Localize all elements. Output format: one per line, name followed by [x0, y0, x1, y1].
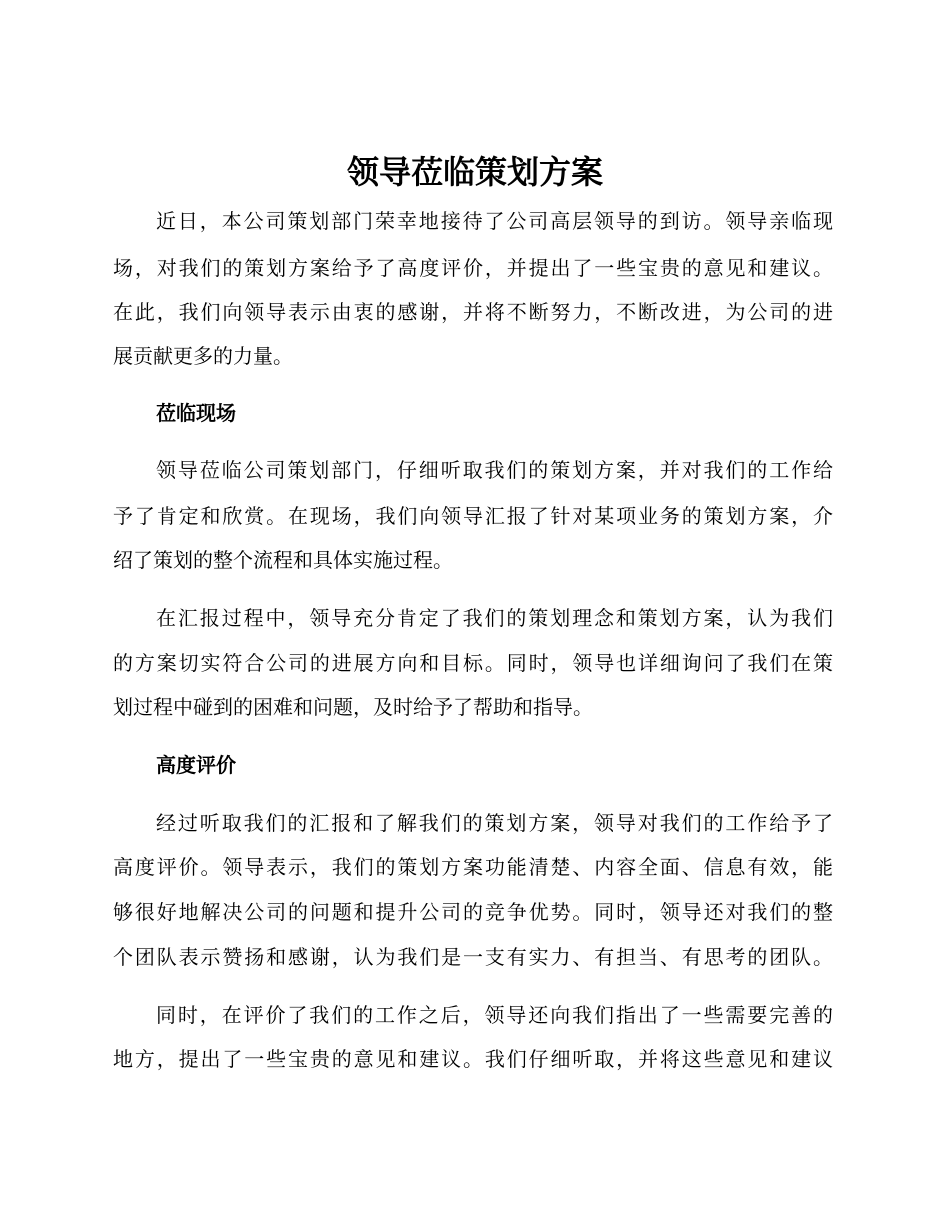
section1-p2-line-1: 在汇报过程中，领导充分肯定了我们的策划理念和策划方案，认为我们: [156, 606, 833, 630]
section2-p1-line-1: 经过听取我们的汇报和了解我们的策划方案，领导对我们的工作给予了: [156, 811, 833, 835]
section2-p1-line-3: 够很好地解决公司的问题和提升公司的竞争优势。同时，领导还对我们的整: [113, 900, 833, 924]
section2-p1-line-2: 高度评价。领导表示，我们的策划方案功能清楚、内容全面、信息有效，能: [113, 855, 833, 879]
section1-p1-line-3: 绍了策划的整个流程和具体实施过程。: [113, 548, 453, 572]
section1-p2-line-3: 划过程中碰到的困难和问题，及时给予了帮助和指导。: [113, 695, 593, 719]
intro-line-4: 展贡献更多的力量。: [113, 344, 293, 368]
section1-p1-line-2: 予了肯定和欣赏。在现场，我们向领导汇报了针对某项业务的策划方案，介: [113, 504, 833, 528]
section-heading-high-praise: 高度评价: [156, 753, 236, 777]
intro-line-2: 场，对我们的策划方案给予了高度评价，并提出了一些宝贵的意见和建议。: [113, 256, 833, 280]
section-heading-on-site: 莅临现场: [156, 401, 236, 425]
intro-line-3: 在此，我们向领导表示由衷的感谢，并将不断努力，不断改进，为公司的进: [113, 300, 833, 324]
section2-p2-line-2: 地方，提出了一些宝贵的意见和建议。我们仔细听取，并将这些意见和建议: [113, 1047, 833, 1071]
section1-p1-line-1: 领导莅临公司策划部门，仔细听取我们的策划方案，并对我们的工作给: [156, 458, 833, 482]
section2-p1-line-4: 个团队表示赞扬和感谢，认为我们是一支有实力、有担当、有思考的团队。: [113, 945, 833, 969]
section1-p2-line-2: 的方案切实符合公司的进展方向和目标。同时，领导也详细询问了我们在策: [113, 651, 833, 675]
intro-line-1: 近日，本公司策划部门荣幸地接待了公司高层领导的到访。领导亲临现: [156, 209, 833, 233]
section2-p2-line-1: 同时，在评价了我们的工作之后，领导还向我们指出了一些需要完善的: [156, 1003, 833, 1027]
document-title: 领导莅临策划方案: [346, 153, 603, 191]
